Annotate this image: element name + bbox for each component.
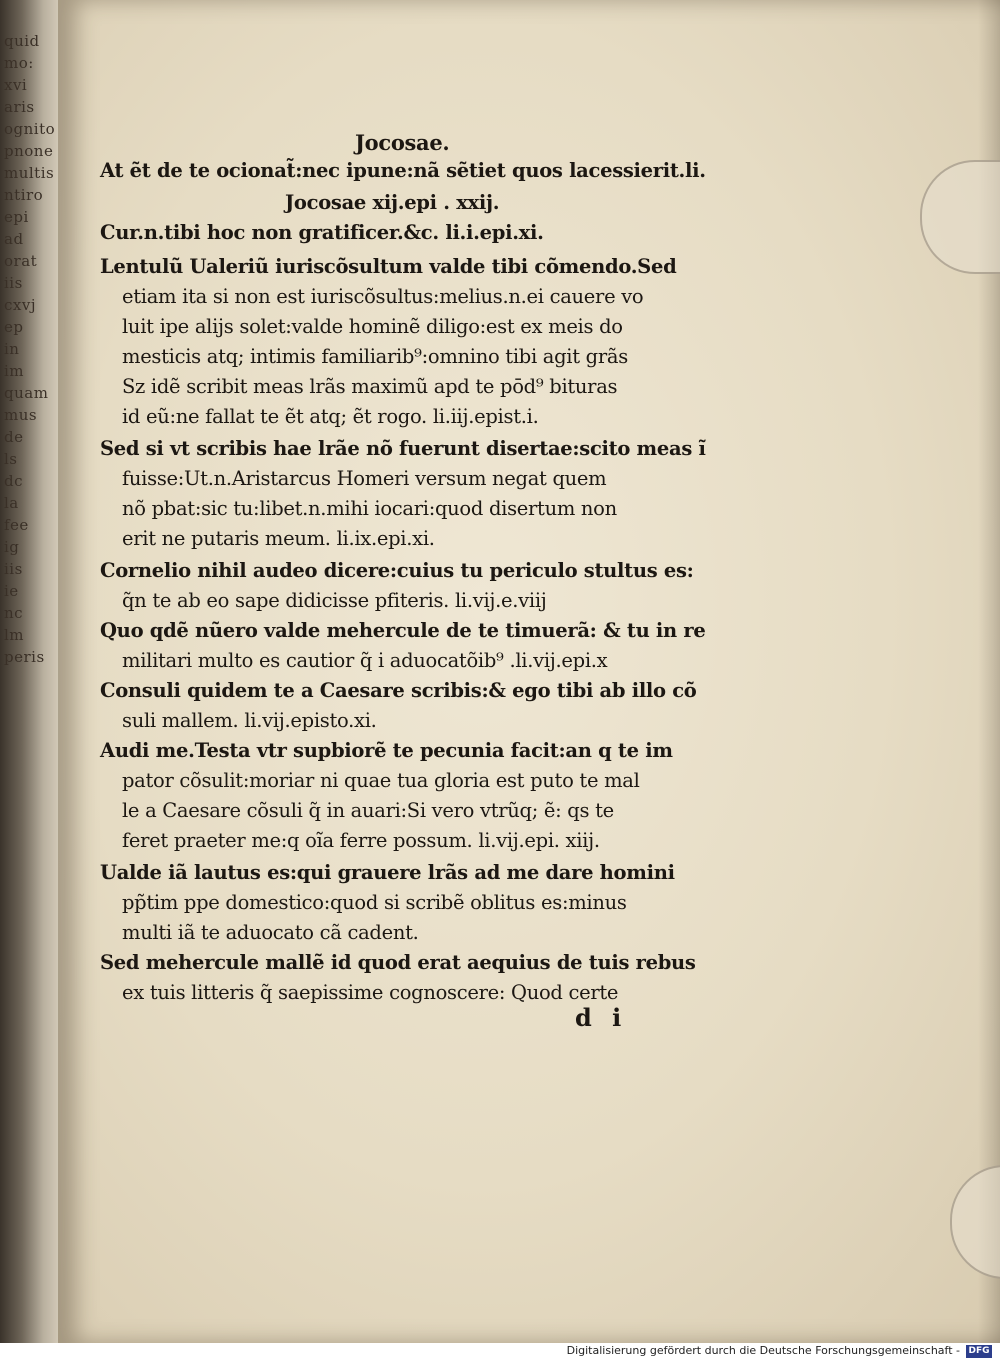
margin-fragment: ognito xyxy=(4,120,56,138)
margin-fragment: quam xyxy=(4,384,49,402)
margin-fragment: aris xyxy=(4,98,35,116)
margin-fragment: im xyxy=(4,362,25,380)
margin-fragment: in xyxy=(4,340,20,358)
text-line: Cornelio nihil audeo dicere:cuius tu periculo stultus es: xyxy=(100,559,694,582)
margin-fragment: ig xyxy=(4,538,20,556)
margin-fragment: peris xyxy=(4,648,45,666)
margin-fragment: ad xyxy=(4,230,24,248)
margin-fragment: la xyxy=(4,494,19,512)
text-line: Lentulũ Ualeriũ iuriscõsultum valde tibi cõmendo.Sed xyxy=(100,255,677,278)
text-line: mesticis atq; intimis familiarib⁹:omnino tibi agit grãs xyxy=(122,345,628,368)
text-line: Cur.n.tibi hoc non gratificer.&c. li.i.epi.xi. xyxy=(100,221,544,244)
text-line: Sed mehercule mallẽ id quod erat aequius de tuis rebus xyxy=(100,951,696,974)
text-line: Jocosae xij.epi . xxij. xyxy=(285,191,500,214)
margin-fragment: ie xyxy=(4,582,19,600)
running-head: Jocosae. xyxy=(355,130,450,155)
margin-fragment: dc xyxy=(4,472,24,490)
margin-fragment: ntiro xyxy=(4,186,44,204)
text-line: feret praeter me:q oĩa ferre possum. li.vij.epi. xiij. xyxy=(122,829,600,852)
margin-fragment: mo: xyxy=(4,54,34,72)
text-line: Audi me.Testa vtr supbiorẽ te pecunia facit:an q te im xyxy=(100,739,673,762)
text-line: nõ pbat:sic tu:libet.n.mihi iocari:quod disertum non xyxy=(122,497,617,520)
text-line: multi iã te aduocato cã cadent. xyxy=(122,921,419,944)
dfg-logo-icon: DFG xyxy=(966,1345,992,1358)
margin-fragment: ep xyxy=(4,318,24,336)
margin-fragment: orat xyxy=(4,252,38,270)
margin-fragment: xvi xyxy=(4,76,28,94)
text-line: le a Caesare cõsuli q̃ in auari:Si vero vtrũq; ẽ: qs te xyxy=(122,799,614,822)
text-line: suli mallem. li.vij.episto.xi. xyxy=(122,709,377,732)
footer-credit: Digitalisierung gefördert durch die Deutsche Forschungsgemeinschaft - xyxy=(566,1344,960,1357)
margin-fragment: cxvj xyxy=(4,296,36,314)
margin-fragment: nc xyxy=(4,604,24,622)
margin-fragment: mus xyxy=(4,406,38,424)
text-line: Sed si vt scribis hae lrãe nõ fuerunt disertae:scito meas ĩ xyxy=(100,437,706,460)
margin-fragment: quid xyxy=(4,32,40,50)
signature-mark: d i xyxy=(575,1003,628,1032)
text-line: erit ne putaris meum. li.ix.epi.xi. xyxy=(122,527,435,550)
margin-fragment: epi xyxy=(4,208,29,226)
margin-fragment: de xyxy=(4,428,24,446)
text-line: Ualde iã lautus es:qui grauere lrãs ad me dare homini xyxy=(100,861,675,884)
margin-fragment: iis xyxy=(4,274,23,292)
text-line: pp̃tim ppe domestico:quod si scribẽ oblitus es:minus xyxy=(122,891,627,914)
previous-page-margin-text xyxy=(0,30,64,1130)
margin-fragment: fee xyxy=(4,516,29,534)
text-line: Quo qdẽ nũero valde mehercule de te timuerã: & tu in re xyxy=(100,619,706,642)
text-line: ex tuis litteris q̃ saepissime cognoscere: Quod certe xyxy=(122,981,619,1004)
text-line: At ẽt de te ocionat̃:nec ipune:nã sẽtiet quos lacessierit.li. xyxy=(100,159,706,182)
margin-fragment: multis xyxy=(4,164,55,182)
text-line: luit ipe alijs solet:valde hominẽ diligo:est ex meis do xyxy=(122,315,623,338)
text-line: etiam ita si non est iuriscõsultus:melius.n.ei cauere vo xyxy=(122,285,644,308)
text-line: Consuli quidem te a Caesare scribis:& ego tibi ab illo cõ xyxy=(100,679,697,702)
margin-fragment: iis xyxy=(4,560,23,578)
text-line: pator cõsulit:moriar ni quae tua gloria est puto te mal xyxy=(122,769,640,792)
margin-fragment: pnone xyxy=(4,142,54,160)
margin-fragment: lm xyxy=(4,626,25,644)
text-line: militari multo es cautior q̃ i aduocatõib⁹ .li.vij.epi.x xyxy=(122,649,608,672)
footer-bar xyxy=(0,1343,1000,1361)
text-line: id eũ:ne fallat te ẽt atq; ẽt rogo. li.iij.epist.i. xyxy=(122,405,539,428)
text-line: Sz idẽ scribit meas lrãs maximũ apd te pōd⁹ bituras xyxy=(122,375,618,398)
margin-fragment: ls xyxy=(4,450,18,468)
text-line: q̃n te ab eo sape didicisse pfiteris. li.vij.e.viij xyxy=(122,589,547,612)
text-line: fuisse:Ut.n.Aristarcus Homeri versum negat quem xyxy=(122,467,607,490)
